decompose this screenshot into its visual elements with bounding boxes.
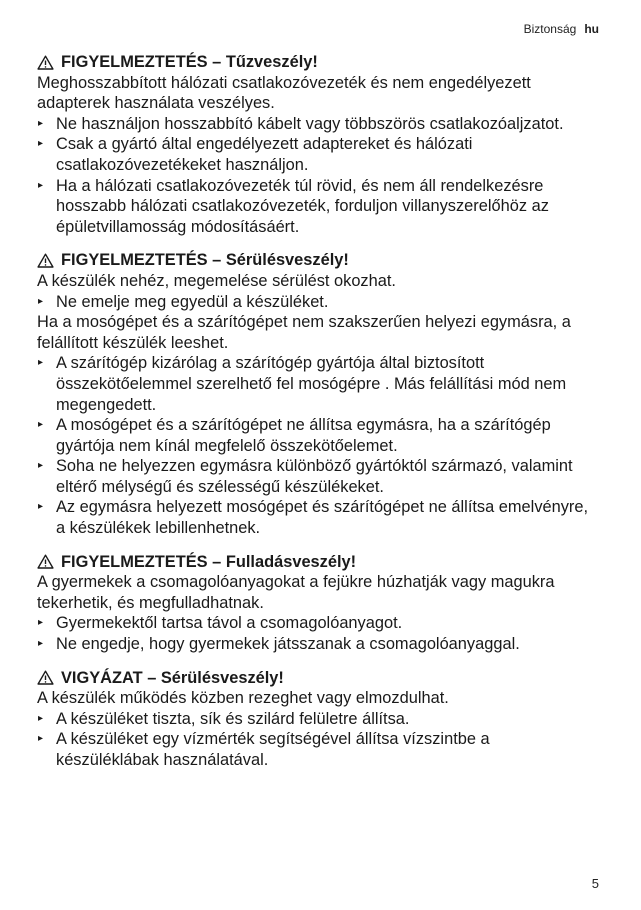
bullet-arrow-icon: ▸ (38, 501, 44, 513)
warning-triangle-icon (37, 554, 54, 569)
bullet-arrow-icon: ▸ (38, 419, 44, 431)
instruction-text: Soha ne helyezzen egymásra különböző gyártóktól származó, valamint eltérő mélységű és szélességű készülékeket. (56, 457, 573, 496)
page-number: 5 (591, 876, 599, 891)
bullet-arrow-icon: ▸ (38, 295, 44, 307)
instruction-list (37, 114, 597, 238)
warning-section (37, 52, 597, 237)
instruction-item (37, 613, 597, 634)
header-language-code: hu (584, 22, 599, 36)
warning-paragraph: A gyermekek a csomagolóanyagokat a fejükre húzhatják vagy magukra tekerhetik, és megfulladhatnak. (37, 573, 555, 612)
warning-heading (37, 668, 597, 689)
warning-section (37, 250, 597, 538)
instruction-item (37, 709, 597, 730)
instruction-text: Ne emelje meg egyedül a készüléket. (56, 292, 329, 311)
warning-triangle-icon (37, 253, 54, 268)
instruction-text: Az egymásra helyezett mosógépet és szárítógépet ne állítsa emelvényre, a készülékek lebillenhetnek. (56, 498, 589, 538)
warning-heading-text: FIGYELMEZTETÉS – Sérülésveszély! (61, 251, 349, 270)
instruction-text: Ne használjon hosszabbító kábelt vagy többszörös csatlakozóaljzatot. (56, 114, 564, 133)
warning-heading (37, 552, 597, 573)
instruction-item (37, 176, 597, 238)
bullet-arrow-icon: ▸ (38, 617, 44, 629)
warning-section (37, 552, 597, 655)
instruction-item (37, 292, 597, 313)
instruction-text: A szárítógép kizárólag a szárítógép gyártója által biztosított összekötőelemmel szerelhető fel mosógépre . Más felállítási mód nem megengedett. (56, 354, 567, 414)
warning-paragraph: A készülék nehéz, megemelése sérülést okozhat. (37, 271, 396, 290)
bullet-arrow-icon: ▸ (38, 460, 44, 472)
bullet-arrow-icon: ▸ (38, 638, 44, 650)
instruction-list (37, 292, 597, 313)
warning-paragraph: Meghosszabbított hálózati csatlakozóvezeték és nem engedélyezett adapterek használata veszélyes. (37, 73, 531, 113)
instruction-item (37, 134, 597, 175)
bullet-arrow-icon: ▸ (38, 138, 44, 150)
instruction-item (37, 114, 597, 135)
warning-heading-text: VIGYÁZAT – Sérülésveszély! (61, 668, 284, 687)
instruction-text: Gyermekektől tartsa távol a csomagolóanyagot. (56, 614, 403, 633)
warning-triangle-icon (37, 670, 54, 685)
page-header (524, 22, 599, 36)
instruction-list (37, 613, 597, 654)
bullet-arrow-icon: ▸ (38, 733, 44, 745)
instruction-text: Csak a gyártó által engedélyezett adaptereket és hálózati csatlakozóvezetékeket használjon. (56, 135, 473, 174)
instruction-item (37, 415, 597, 456)
bullet-arrow-icon: ▸ (38, 179, 44, 191)
instruction-list (37, 709, 597, 771)
warning-heading-text: FIGYELMEZTETÉS – Fulladásveszély! (61, 552, 357, 571)
warning-heading (37, 52, 597, 73)
warning-heading (37, 250, 597, 271)
instruction-text: A mosógépet és a szárítógépet ne állítsa egymásra, ha a szárítógép gyártója nem kínál megfelelő összekötőelemet. (56, 416, 551, 455)
instruction-text: A készüléket tiszta, sík és szilárd felületre állítsa. (56, 709, 410, 728)
instruction-item (37, 729, 597, 770)
instruction-text: Ne engedje, hogy gyermekek játsszanak a csomagolóanyaggal. (56, 635, 520, 654)
instruction-item (37, 353, 597, 415)
bullet-arrow-icon: ▸ (38, 117, 44, 129)
instruction-item (37, 634, 597, 655)
instruction-item (37, 497, 597, 538)
warning-heading-text: FIGYELMEZTETÉS – Tűzveszély! (61, 53, 318, 71)
bullet-arrow-icon: ▸ (38, 712, 44, 724)
warning-paragraph: Ha a mosógépet és a szárítógépet nem szakszerűen helyezi egymásra, a felállított készülék leeshet. (37, 313, 571, 352)
instruction-item (37, 456, 597, 497)
warning-section (37, 668, 597, 771)
bullet-arrow-icon: ▸ (38, 357, 44, 369)
safety-content (37, 52, 597, 784)
instruction-list (37, 353, 597, 538)
warning-triangle-icon (37, 55, 54, 70)
instruction-text: Ha a hálózati csatlakozóvezeték túl rövid, és nem áll rendelkezésre hosszabb hálózati csatlakozóvezeték, forduljon villanyszerelőhöz az épületvillamosság módosításáért. (56, 176, 549, 236)
instruction-text: A készüléket egy vízmérték segítségével állítsa vízszintbe a készüléklábak használatával. (56, 730, 490, 769)
warning-paragraph: A készülék működés közben rezeghet vagy elmozdulhat. (37, 689, 449, 708)
header-section-title: Biztonság (523, 22, 577, 36)
